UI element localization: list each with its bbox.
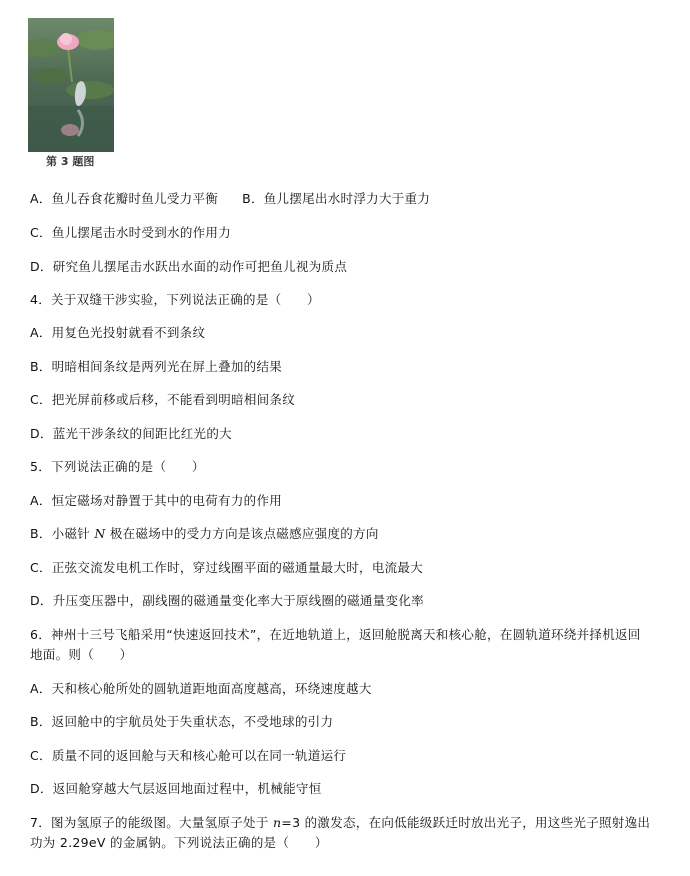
q3-option-a: A．鱼儿吞食花瓣时鱼儿受力平衡	[30, 191, 219, 206]
figure-caption: 第 3 题图	[46, 155, 95, 168]
q3-option-d: D．研究鱼儿摆尾击水跃出水面的动作可把鱼儿视为质点	[30, 259, 348, 274]
q7-stem-var: n	[272, 815, 282, 830]
q6-option-d: D．返回舱穿越大气层返回地面过程中，机械能守恒	[30, 781, 322, 796]
q4-option-b: B．明暗相间条纹是两列光在屏上叠加的结果	[30, 359, 283, 374]
q3-options-ab	[30, 191, 430, 207]
q4-stem: 4．关于双缝干涉实验，下列说法正确的是（ ）	[30, 292, 320, 307]
q7-stem-line2: 功为 2.29eV 的金属钠。下列说法正确的是（ ）	[30, 835, 328, 850]
lotus-photo-illustration	[28, 18, 114, 152]
q4-option-a: A．用复色光投射就看不到条纹	[30, 325, 206, 340]
q6-option-b: B．返回舱中的宇航员处于失重状态，不受地球的引力	[30, 714, 334, 729]
q6-option-a: A．天和核心舱所处的圆轨道距地面高度越高，环绕速度越大	[30, 681, 372, 696]
q3-option-b: B．鱼儿摆尾出水时浮力大于重力	[242, 191, 431, 206]
q5-option-b-post: 极在磁场中的受力方向是该点磁感应强度的方向	[105, 526, 379, 541]
q5-option-b-pre: B．小磁针	[30, 526, 95, 541]
q6-stem-line1: 6．神州十三号飞船采用“快速返回技术”，在近地轨道上，返回舱脱离天和核心舱，在圆轨道环绕并择机返回	[30, 627, 641, 642]
q7-stem-post: =3 的激发态，在向低能级跃迁时放出光子，用这些光子照射逸出	[281, 815, 651, 830]
q5-option-c: C．正弦交流发电机工作时，穿过线圈平面的磁通量最大时，电流最大	[30, 560, 424, 575]
q4-option-c: C．把光屏前移或后移，不能看到明暗相间条纹	[30, 392, 296, 407]
q4-option-d: D．蓝光干涉条纹的间距比红光的大	[30, 426, 232, 441]
q5-option-b-var: N	[94, 526, 106, 541]
q7-stem-line1	[30, 815, 650, 831]
q6-option-c: C．质量不同的返回舱与天和核心舱可以在同一轨道运行	[30, 748, 347, 763]
q5-stem: 5．下列说法正确的是（ ）	[30, 459, 205, 474]
q7-stem-pre: 7．图为氢原子的能级图。大量氢原子处于	[30, 815, 273, 830]
q5-option-b	[30, 526, 379, 542]
lotus-fish-photo	[28, 18, 114, 152]
q5-option-a: A．恒定磁场对静置于其中的电荷有力的作用	[30, 493, 283, 508]
q5-option-d: D．升压变压器中，副线圈的磁通量变化率大于原线圈的磁通量变化率	[30, 593, 424, 608]
q6-stem-line2: 地面。则（ ）	[30, 647, 133, 662]
q3-option-c: C．鱼儿摆尾击水时受到水的作用力	[30, 225, 232, 240]
